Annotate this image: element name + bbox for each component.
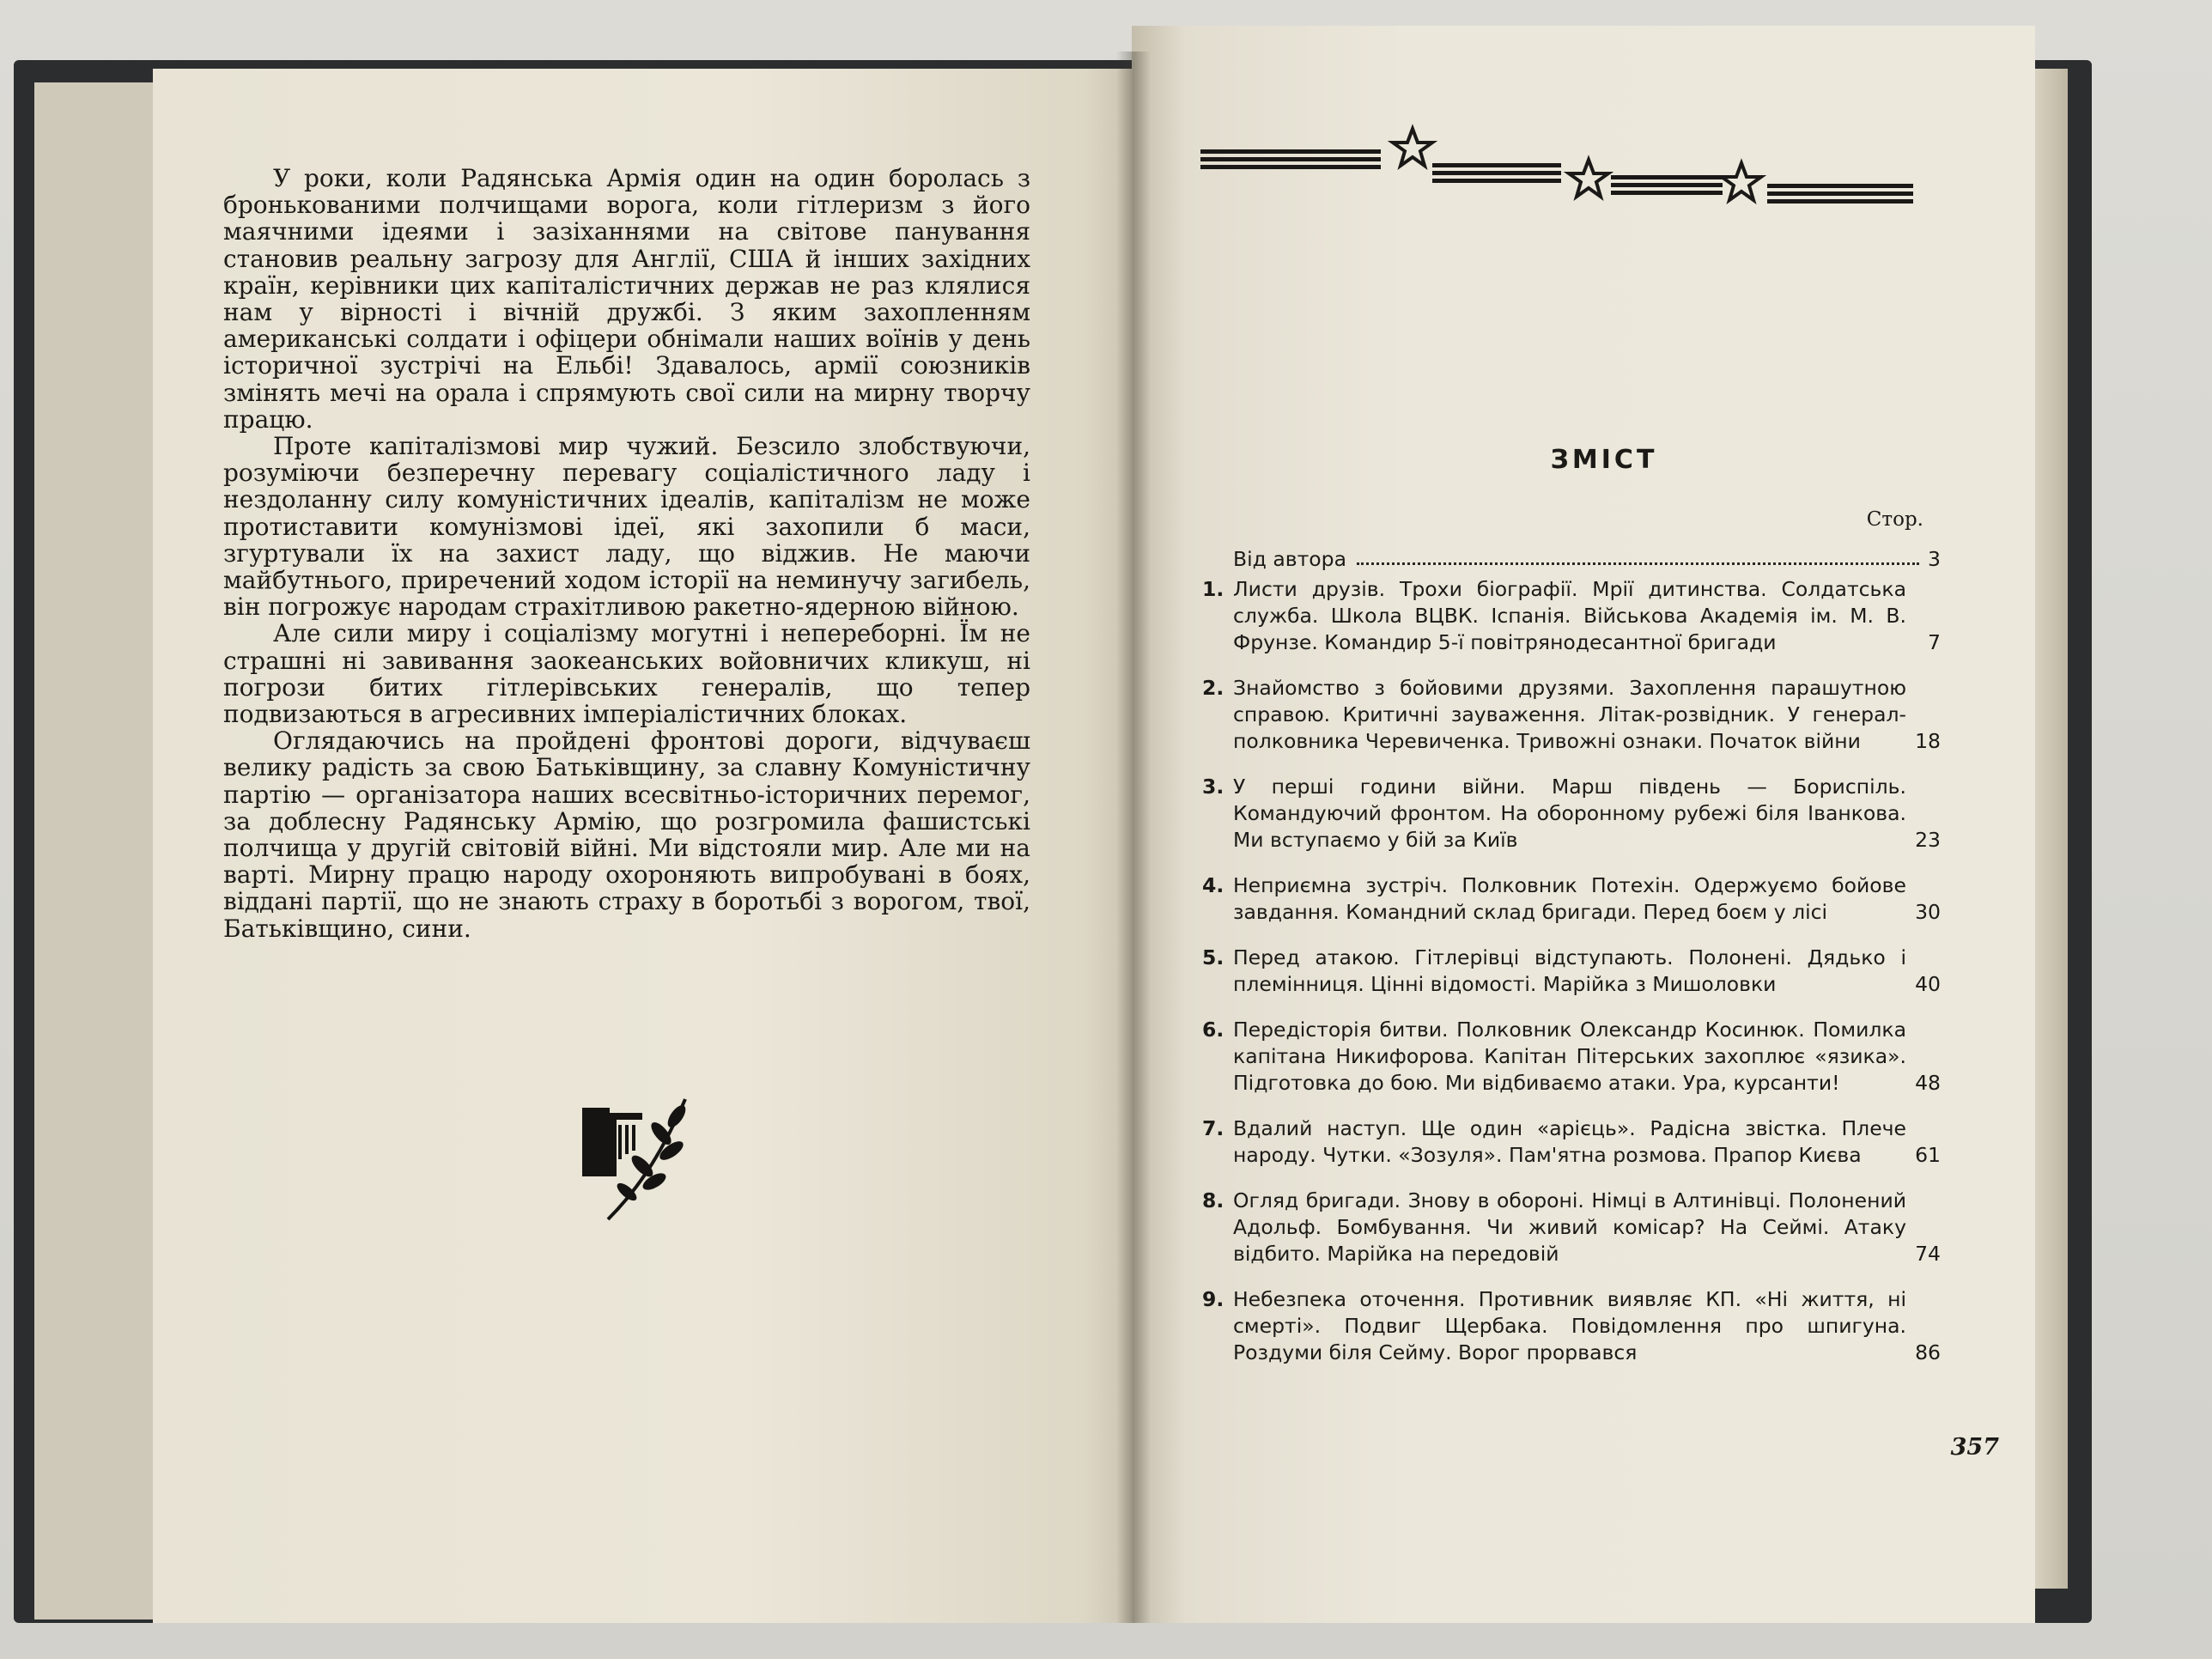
toc-entry xyxy=(1202,1115,1941,1169)
toc-entry-text: Небезпека оточення. Противник виявляє КП. «Ні життя, ні смерті». Подвиг Щербака. Повідомлення про шпигуна. Роздуми біля Сейму. Ворог прорвався xyxy=(1233,1287,1906,1364)
toc-entry xyxy=(1202,675,1941,755)
toc-entry-number: 5. xyxy=(1202,945,1224,969)
toc-entry-page: 86 xyxy=(1915,1340,1941,1364)
paragraph: Але сили миру і соціалізму могутні і непереборні. Їм не страшні ні завивання заокеанських войовничих кликуш, ні погрози битих гітлерівських генералів, що тепер подвизаються в агресивних імперіалістичних блоках. xyxy=(223,619,1030,729)
toc-entry-text: У перші години війни. Марш південь — Бориспіль. Командуючий фронтом. На оборонному рубежі біля Іванкова. Ми вступаємо у бій за Київ xyxy=(1233,775,1906,852)
laurel-ornament-icon xyxy=(582,1091,694,1228)
toc-entry xyxy=(1202,1188,1941,1267)
toc-entry-number: 4. xyxy=(1202,873,1224,897)
toc-entry-text: Перед атакою. Гітлерівці відступають. Полонені. Дядько і племінниця. Цінні відомості. Марійка з Мишоловки xyxy=(1233,945,1906,996)
toc-entry-text: Огляд бригади. Знову в обороні. Німці в Алтинівці. Полонений Адольф. Бомбування. Чи живий комісар? На Сеймі. Атаку відбито. Марійка на передовій xyxy=(1233,1188,1906,1266)
toc-entry-text: Від автора xyxy=(1233,547,1347,571)
book-gutter xyxy=(1116,52,1151,1623)
toc-entry-page: 3 xyxy=(1928,547,1941,571)
toc-entry-page: 23 xyxy=(1915,828,1941,852)
toc-entry-page: 74 xyxy=(1915,1242,1941,1266)
toc-entry-number: 8. xyxy=(1202,1188,1224,1212)
toc-entry-number: 1. xyxy=(1202,577,1224,601)
toc-page-label: Стор. xyxy=(1866,508,1923,531)
page-number: 357 xyxy=(1950,1434,1999,1461)
toc-entry-text: Неприємна зустріч. Полковник Потехін. Одержуємо бойове завдання. Командний склад бригади. Перед боєм у лісі xyxy=(1233,873,1906,924)
toc-entry xyxy=(1202,1017,1941,1097)
toc-entry-page: 61 xyxy=(1915,1143,1941,1167)
toc-title: ЗМІСТ xyxy=(1550,445,1658,475)
toc-entry-page: 7 xyxy=(1928,630,1941,654)
toc-entry-number: 7. xyxy=(1202,1116,1224,1140)
paragraph: Оглядаючись на пройдені фронтові дороги, відчуваєш велику радість за свою Батьківщину, за славну Комуністичну партію — організатора наших всесвітньо-історичних перемог, за доблесну Радянську Армію, що розгромила фашистські полчища у другій світовій війні. Ми відстояли мир. Але ми на варті. Мирну працю народу охороняють випробувані в боях, віддані партії, що не знають страху в боротьбі з ворогом, твої, Батьківщино, сини. xyxy=(223,726,1030,943)
table-of-contents xyxy=(1202,546,1941,1385)
toc-entry xyxy=(1202,872,1941,926)
toc-entry xyxy=(1202,576,1941,656)
paragraph: У роки, коли Радянська Армія один на один боролась з бронькованими полчищами ворога, коли гітлеризм з його маячними ідеями і зазіханнями на світове панування становив реальну загрозу для Англії, США й інших західних країн, керівники цих капіталістичних держав не раз клялися нам у вірності і вічній дружбі. З яким захопленням американські солдати і офіцери обнімали наших воїнів у день історичної зустрічі на Ельбі! Здавалось, армії союзників змінять мечі на орала і спрямують свої сили на мирну творчу працю. xyxy=(223,164,1030,434)
toc-entry xyxy=(1202,945,1941,998)
right-page-stack-edge xyxy=(2033,69,2068,1589)
toc-entry-page: 18 xyxy=(1915,729,1941,753)
toc-entry-page: 30 xyxy=(1915,900,1941,924)
toc-entry xyxy=(1202,1286,1941,1366)
stars-ribbon-decoration xyxy=(1200,118,1913,230)
toc-entry-text: Знайомство з бойовими друзями. Захоплення парашутною справою. Критичні зауваження. Літак-розвідник. У генерал-полковника Черевиченка. Тривожні ознаки. Початок війни xyxy=(1233,676,1906,753)
dot-leader xyxy=(1357,546,1919,565)
left-page-text xyxy=(223,165,1030,942)
toc-entry-page: 48 xyxy=(1915,1071,1941,1095)
toc-author-entry xyxy=(1233,546,1941,573)
toc-entry-page: 40 xyxy=(1915,972,1941,996)
toc-entry-text: Передісторія битви. Полковник Олександр Косинюк. Помилка капітана Никифорова. Капітан Пітерських захоплює «язика». Підготовка до бою. Ми відбиваємо атаки. Ура, курсанти! xyxy=(1233,1018,1906,1095)
paragraph: Проте капіталізмові мир чужий. Безсило злобствуючи, розуміючи безперечну перевагу соціалістичного ладу і нездоланну силу комуністичних ідеалів, капіталізм не може протиставити комунізмові ідеї, які захопили б маси, згуртували їх на захист ладу, що віджив. Не маючи майбутнього, приречений ходом історії на неминучу загибель, він погрожує народам страхітливою ракетно-ядерною війною. xyxy=(223,432,1030,622)
toc-entry-number: 2. xyxy=(1202,676,1224,700)
toc-entry-text: Листи друзів. Трохи біографії. Мрії дитинства. Солдатська служба. Школа ВЦВК. Іспанія. Військова Академія ім. М. В. Фрунзе. Командир 5-ї повітрянодесантної бригади xyxy=(1233,577,1906,654)
toc-entry xyxy=(1202,774,1941,854)
toc-entry-number: 6. xyxy=(1202,1018,1224,1042)
toc-entry-text: Вдалий наступ. Ще один «арієць». Радісна звістка. Плече народу. Чутки. «Зозуля». Пам'ятна розмова. Прапор Києва xyxy=(1233,1116,1906,1167)
toc-entry-number: 3. xyxy=(1202,775,1224,799)
toc-entry-number: 9. xyxy=(1202,1287,1224,1311)
